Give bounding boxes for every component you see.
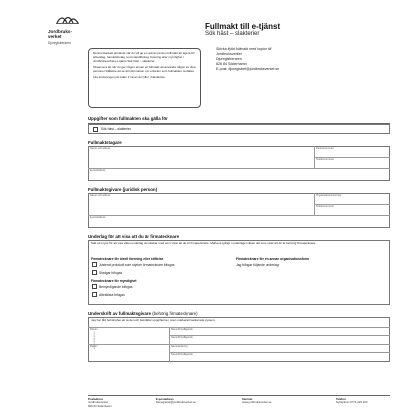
holder-hline-2 [88,168,390,169]
giver-email-label: E-postadress [90,216,106,219]
signature-name-label-2: Namnförtydligande [171,336,193,339]
footer-rule [88,395,390,396]
form-subtitle: Sök häst – slakterier [205,31,260,37]
footer-postal [88,398,112,408]
send-line-1: Jordbruksverket [216,52,242,56]
footer-phone [336,398,367,405]
footer-internet [242,398,272,405]
signature-title-note: (behörig firmatecknare) [152,311,198,316]
logo-department: Djuregistreraren [48,40,71,45]
footer-email [156,398,196,405]
footer-postal-line2: 826 84 Söderhamn [88,403,112,408]
footer-postal-line1: Jordbruksverket [88,400,108,405]
signature-hline-3 [169,335,390,336]
holder-email-label: E-postadress [90,169,106,172]
holder-pnr-label: Personnummer [316,147,334,150]
logo-name-line1: Jordbruks- [48,29,72,34]
footer-phone-heading: Telefon [336,397,346,401]
giver-phone-label: Telefonnummer [316,205,334,208]
form-code: D11 5 2020-06-16 [94,331,96,349]
service-section-title: Uppgifter som fullmakten ska gälla för [88,116,168,121]
footer-email-heading: E-postadress [156,397,174,401]
signatory-checkbox-statutes[interactable] [92,270,97,275]
signatory-checkbox-authorization[interactable] [92,284,97,289]
giver-name-label: Namn och adress [90,194,111,197]
holder-name-input[interactable] [90,151,312,167]
signature-hline-2 [88,344,390,345]
giver-org-input[interactable] [316,198,388,204]
form-title: Fullmakt till e-tjänst [205,22,281,31]
wheat-logo-icon [54,11,80,25]
signatory-option-statutes: Stadgar bifogas [99,270,123,275]
holder-email-input[interactable] [90,173,388,180]
signatory-left-heading: Firmatecknare för ideell förening eller stiftelse [91,257,164,261]
signature-date-label-1: Datum [90,328,98,331]
footer-internet-heading: Internet [242,397,253,401]
holder-phone-input[interactable] [316,162,388,168]
footer-email-line1: Djuregistret@jordbruksverket.se [156,400,196,405]
send-hint: Skicka ifylld fullmakt med kopior till [216,47,272,51]
signatory-left-heading-2: Firmatecknare för myndighet [91,279,137,283]
holder-name-label: Namn och adress [90,147,111,150]
send-line-3: 826 84 Söderhamn [216,62,247,66]
send-to-address [216,47,356,72]
signatory-option-attest: Attestlista bifogas [99,292,125,297]
info-paragraph-2: Observera att när du ger någon annan en fullmakt att använda någon av dina personer tillåtelse att se all information om enheten som fullmakten omfattar. [93,64,196,73]
info-box [88,48,201,108]
signature-section-title [88,311,198,316]
giver-hline-2 [88,215,390,216]
signature-sign-input[interactable] [171,349,388,351]
service-checkbox[interactable] [93,127,98,132]
signatory-other-input[interactable] [236,267,386,297]
footer-phone-line1: Nyttig/kran 0771-223 223 [336,400,368,405]
signature-hline-4 [169,352,390,353]
giver-name-input[interactable] [90,198,312,214]
giver-org-label: Organisationsnummer [316,194,342,197]
signature-name-label-1: Namnförtydligande [171,328,193,331]
logo-name-line2: verket [48,33,62,39]
signature-date-input-1[interactable] [90,332,167,343]
signatory-right-text: Jag bifogar följande underlag: [236,262,280,267]
signature-intro: Jag har fått behörighet att ta del och bekräftar uppgifterna i ovan markerat/markerade system. [91,318,216,322]
info-paragraph-3: Läs anvisningen på sidan 2 innan du fyller i blanketten. [93,74,166,79]
signatory-section-title: Underlag för att visa att du är firmatecknare [88,234,180,239]
signatory-right-heading: Firmatecknare för en annan organisationsform [236,257,310,261]
signature-sign-label: Namnteckning [171,345,188,348]
giver-phone-input[interactable] [316,209,388,215]
signature-name-label-3: Namnförtydligande [171,353,193,356]
giver-section-title: Fullmaktsgivare (juridisk person) [88,187,158,192]
footer-internet-line1: www.jordbruksverket.se [242,400,272,405]
signatory-option-protocol: Justerat protokoll som styrker firmatecknare bifogas [99,262,175,267]
holder-pnr-input[interactable] [316,151,388,157]
service-option-row [88,124,390,134]
agency-logo [48,11,108,45]
signatory-checkbox-attest[interactable] [92,292,97,297]
info-paragraph-1: Denna blankett används när du vill ge en annan person fullmakt att agera för arbetslag, handelsbolag, kommanditbolag, förening eller myndighet i Jordbruksverkets e-tjänst Sök häst – slakterier. [93,51,195,63]
signatory-option-authorization: Bemyndigande bifogas [99,284,133,289]
service-option-label: Sök häst – slakterier [101,127,131,131]
signature-date-input-2[interactable] [90,349,167,361]
signatory-intro: Sätt ett kryss för att visa vilket underlag du skickar med som visar att du är firmatecknare. Markera tydligt i underlaget vilken del som visar att du är behörig firmatecknare. [91,241,317,245]
giver-email-input[interactable] [90,220,388,227]
form-page [46,7,390,410]
signature-divider [169,327,170,362]
holder-section-title: Fullmaktstagare [88,140,122,145]
signatory-checkbox-protocol[interactable] [92,262,97,267]
signature-hline-1 [88,327,390,328]
send-line-2: Djuregistreraren [216,57,242,61]
signature-title-text: Underskrift av fullmaktsgivare [88,311,151,316]
footer-postal-heading: Postadress [88,397,104,401]
holder-phone-label: Telefonnummer [316,158,334,161]
signature-date-label-2: Datum [90,345,98,348]
send-line-4: E-post: djuregistret@jordbruksverket.se [216,67,280,71]
